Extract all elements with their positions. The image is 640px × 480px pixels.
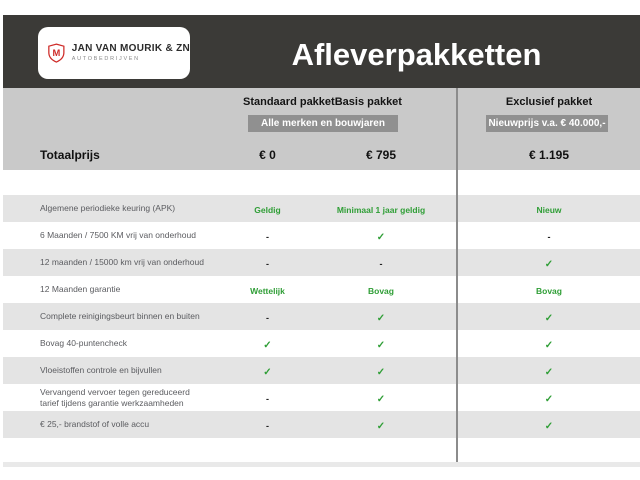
cell-exclusief	[458, 416, 640, 434]
table-row	[3, 222, 640, 249]
value-text: Wettelijk	[250, 285, 285, 296]
brand-name: JAN VAN MOURIK & ZN	[71, 43, 190, 55]
row-label: 12 maanden / 15000 km vrij van onderhoud	[40, 257, 204, 268]
cell-basis	[325, 335, 437, 353]
cell-basis	[325, 227, 437, 245]
svg-text:M: M	[52, 47, 61, 59]
row-label: € 25,- brandstof of volle accu	[40, 419, 150, 430]
row-label: 12 Maanden garantie	[40, 284, 121, 295]
top-header	[3, 15, 640, 88]
cell-basis	[325, 362, 437, 380]
table-row	[3, 357, 640, 384]
cell-basis	[325, 200, 437, 218]
check-icon: ✓	[544, 258, 554, 270]
column-header-basis: Basis pakket	[334, 96, 402, 108]
badge-all-brands: Alle merken en bouwjaren	[248, 115, 398, 132]
cell-exclusief	[458, 389, 640, 407]
cell-standaard	[210, 389, 325, 407]
check-icon: ✓	[544, 393, 554, 405]
totals-label: Totaalprijs	[40, 148, 100, 162]
check-icon: ✓	[544, 420, 554, 432]
column-header-standaard: Standaard pakket	[243, 96, 335, 108]
check-icon: ✓	[376, 393, 386, 405]
check-icon: ✓	[544, 339, 554, 351]
cell-standaard	[210, 254, 325, 272]
page	[3, 0, 640, 480]
check-icon: ✓	[376, 231, 386, 243]
cell-standaard	[210, 200, 325, 218]
dash-mark: -	[266, 312, 269, 323]
feature-rows	[3, 195, 640, 438]
total-price-basis: € 795	[365, 148, 397, 162]
cell-basis	[325, 416, 437, 434]
table-row	[3, 303, 640, 330]
dash-mark: -	[266, 420, 269, 431]
cell-exclusief	[458, 254, 640, 272]
page-title: Afleverpakketten	[291, 37, 542, 72]
total-price-standaard: € 0	[259, 148, 276, 162]
cell-basis	[325, 308, 437, 326]
check-icon: ✓	[263, 366, 272, 378]
shield-m-icon	[48, 39, 65, 67]
column-header-exclusief: Exclusief pakket	[505, 96, 593, 108]
value-text: Geldig	[254, 204, 281, 215]
table-row	[3, 195, 640, 222]
cell-exclusief	[458, 227, 640, 245]
cell-exclusief	[458, 200, 640, 218]
company-logo	[38, 27, 190, 79]
package-headers-left	[243, 96, 401, 108]
bottom-border	[3, 462, 640, 467]
dash-mark: -	[266, 393, 269, 404]
cell-standaard	[210, 227, 325, 245]
row-label: Complete reinigingsbeurt binnen en buiten	[40, 311, 200, 322]
dash-mark: -	[379, 258, 383, 269]
row-label: Vervangend vervoer tegen gereduceerd tarief tijdens garantie werkzaamheden	[40, 386, 190, 408]
logo-text	[72, 43, 190, 62]
cell-exclusief	[458, 362, 640, 380]
value-text: Bovag	[368, 285, 394, 296]
dash-mark: -	[266, 258, 269, 269]
table-row	[3, 276, 640, 303]
row-label: Algemene periodieke keuring (APK)	[40, 203, 176, 214]
dash-mark: -	[547, 231, 551, 242]
check-icon: ✓	[376, 339, 386, 351]
cell-standaard	[210, 362, 325, 380]
table-row	[3, 249, 640, 276]
row-label: 6 Maanden / 7500 KM vrij van onderhoud	[40, 230, 196, 241]
badge-new-price: Nieuwprijs v.a. € 40.000,-	[486, 115, 608, 132]
check-icon: ✓	[544, 366, 554, 378]
totals-row	[3, 144, 640, 166]
table-row	[3, 411, 640, 438]
cell-exclusief	[458, 308, 640, 326]
check-icon: ✓	[263, 339, 272, 351]
value-text: Minimaal 1 jaar geldig	[336, 204, 426, 215]
dash-mark: -	[266, 231, 269, 242]
package-header-band	[3, 88, 640, 170]
column-divider	[456, 88, 458, 462]
table-row	[3, 384, 640, 411]
cell-basis	[325, 389, 437, 407]
cell-exclusief	[458, 281, 640, 299]
check-icon: ✓	[376, 366, 386, 378]
cell-standaard	[210, 335, 325, 353]
cell-standaard	[210, 281, 325, 299]
cell-basis	[325, 281, 437, 299]
cell-exclusief	[458, 335, 640, 353]
check-icon: ✓	[376, 420, 386, 432]
value-text: Nieuw	[536, 204, 562, 215]
brand-subtitle: AUTOBEDRIJVEN	[71, 56, 140, 63]
check-icon: ✓	[376, 312, 386, 324]
cell-standaard	[210, 416, 325, 434]
row-label: Bovag 40-puntencheck	[40, 338, 127, 349]
cell-standaard	[210, 308, 325, 326]
check-icon: ✓	[544, 312, 554, 324]
value-text: Bovag	[536, 285, 562, 296]
table-row	[3, 330, 640, 357]
total-price-exclusief: € 1.195	[528, 148, 570, 162]
cell-basis	[325, 254, 437, 272]
row-label: Vloeistoffen controle en bijvullen	[40, 365, 162, 376]
